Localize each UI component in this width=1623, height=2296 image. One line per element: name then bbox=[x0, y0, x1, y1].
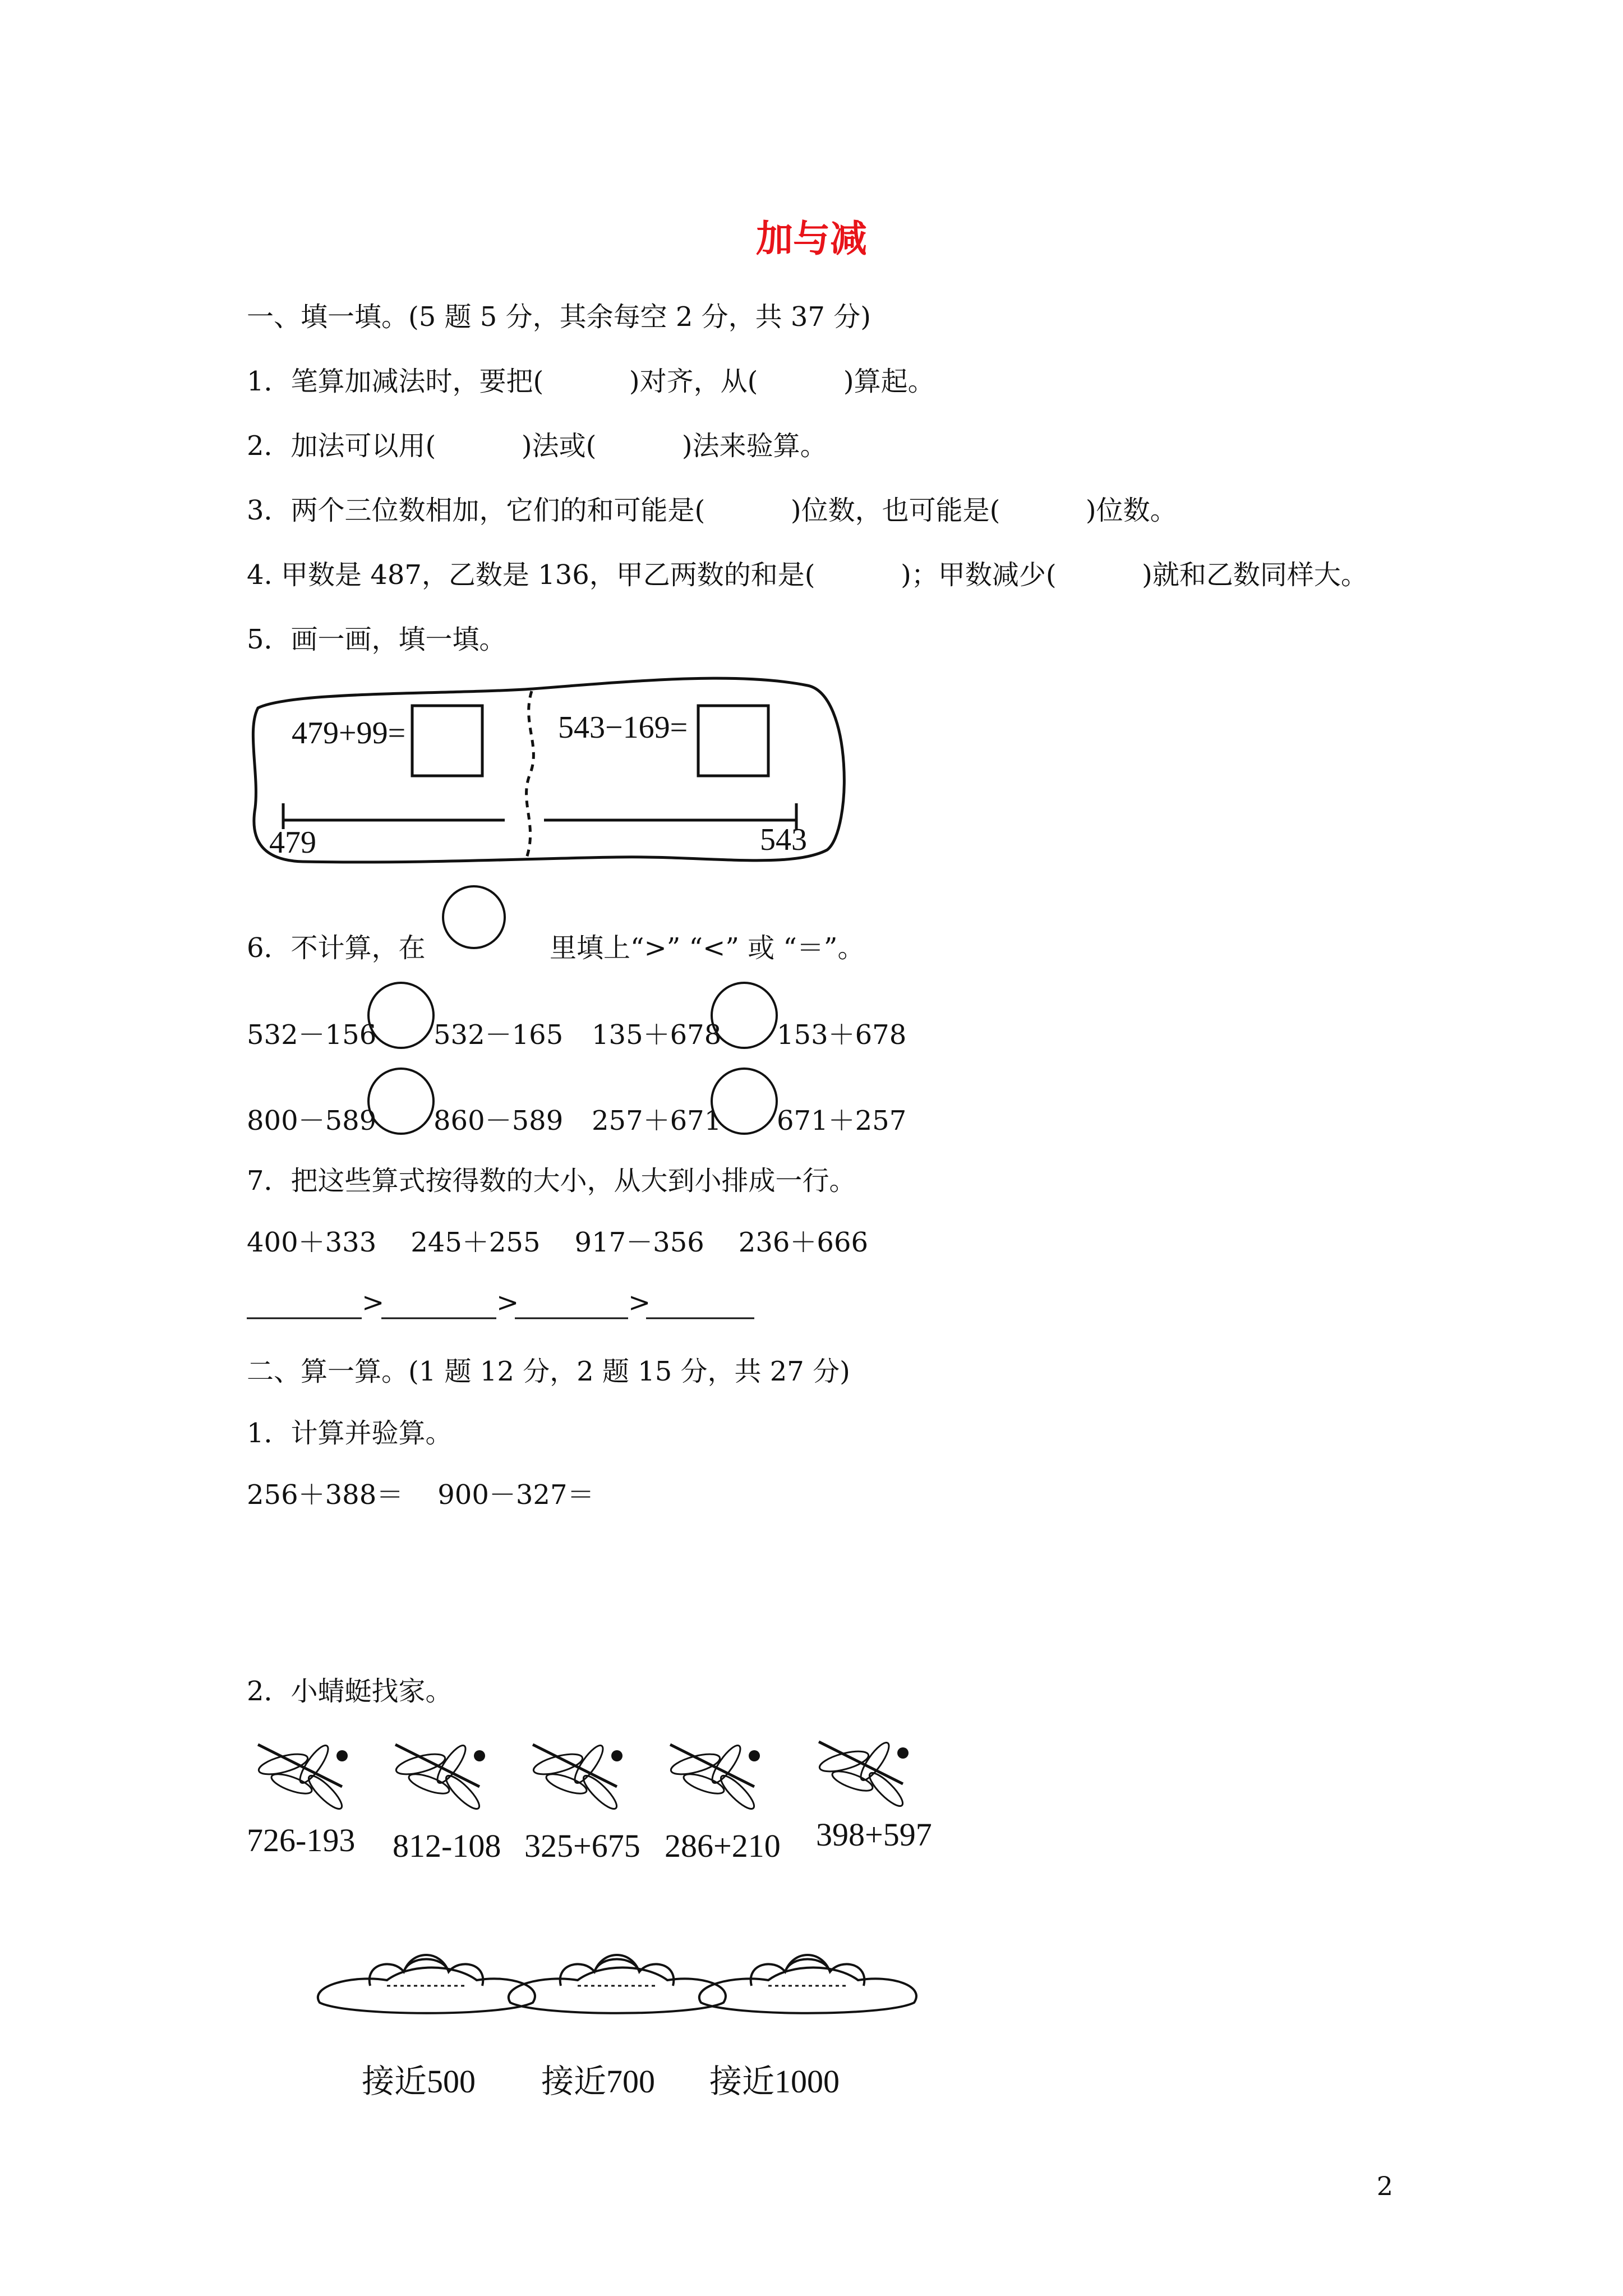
section2-question-1: 1．计算并验算。 bbox=[247, 1418, 453, 1449]
q5-right-expr: 543−169= bbox=[558, 710, 688, 745]
compare-expr: 800－589 bbox=[247, 1105, 377, 1137]
page-title: 加与减 bbox=[756, 217, 867, 260]
lotus-label: 接近700 bbox=[541, 2063, 656, 2100]
q5-right-num: 543 bbox=[760, 822, 807, 857]
q5-left-expr: 479+99= bbox=[292, 716, 406, 751]
dragonfly-label: 286+210 bbox=[665, 1828, 781, 1864]
dragonfly-icon bbox=[669, 1742, 760, 1812]
dragonfly-label: 812-108 bbox=[393, 1828, 501, 1864]
compare-expr: 860－589 bbox=[434, 1105, 564, 1137]
q5-left-num: 479 bbox=[269, 825, 316, 860]
lotus-label: 接近500 bbox=[362, 2063, 476, 2100]
answer-circle[interactable] bbox=[712, 983, 777, 1048]
question-2: 2．加法可以用( )法或( )法来验算。 bbox=[247, 430, 827, 462]
answer-circle[interactable] bbox=[443, 886, 505, 948]
answer-circle[interactable] bbox=[368, 983, 434, 1048]
compare-expr: 257＋671 bbox=[592, 1105, 722, 1137]
section2-question-2: 2．小蜻蜓找家。 bbox=[247, 1676, 453, 1707]
answer-circle[interactable] bbox=[368, 1069, 434, 1134]
answer-circle[interactable] bbox=[712, 1069, 777, 1134]
dragonfly-label: 325+675 bbox=[524, 1828, 640, 1864]
compare-expr: 532－156 bbox=[247, 1019, 377, 1051]
lotus-icon bbox=[318, 1955, 535, 2013]
dragonfly-icon bbox=[257, 1742, 348, 1812]
question-6-tail: 里填上“>” “<” 或 “＝”。 bbox=[550, 932, 865, 964]
page-number: 2 bbox=[1376, 2171, 1393, 2201]
number-line-figure bbox=[253, 678, 844, 862]
lotus-icon bbox=[699, 1955, 916, 2013]
dragonfly-label: 726-193 bbox=[247, 1822, 356, 1858]
dragonfly-icon bbox=[818, 1739, 909, 1810]
compare-expr: 153＋678 bbox=[777, 1019, 907, 1051]
q7-gt-sign: > bbox=[362, 1287, 385, 1318]
question-1: 1．笔算加减法时，要把( )对齐，从( )算起。 bbox=[247, 366, 935, 397]
answer-box[interactable] bbox=[412, 706, 482, 776]
q7-gt-sign: > bbox=[496, 1287, 519, 1318]
question-7: 7．把这些算式按得数的大小，从大到小排成一行。 bbox=[247, 1165, 856, 1197]
section1-heading: 一、填一填。(5 题 5 分，其余每空 2 分，共 37 分) bbox=[247, 301, 871, 333]
compare-expr: 135＋678 bbox=[592, 1019, 722, 1051]
dragonfly-label: 398+597 bbox=[816, 1816, 932, 1853]
question-5: 5．画一画，填一填。 bbox=[247, 624, 506, 655]
q7-gt-sign: > bbox=[628, 1287, 651, 1318]
question-6-lead: 6．不计算，在 bbox=[247, 932, 426, 964]
lotus-icon bbox=[509, 1955, 726, 2013]
calc-expressions: 256＋388＝ 900－327＝ bbox=[247, 1479, 594, 1511]
dragonfly-icon bbox=[532, 1742, 623, 1812]
question-4: 4. 甲数是 487，乙数是 136，甲乙两数的和是( )；甲数减少( )就和乙数同样大。 bbox=[247, 559, 1368, 591]
q7-expressions: 400＋333 245＋255 917－356 236＋666 bbox=[247, 1227, 869, 1258]
compare-expr: 671＋257 bbox=[777, 1105, 907, 1137]
question-3: 3．两个三位数相加，它们的和可能是( )位数，也可能是( )位数。 bbox=[247, 495, 1177, 526]
compare-expr: 532－165 bbox=[434, 1019, 564, 1051]
lotus-label: 接近1000 bbox=[709, 2063, 840, 2100]
answer-box[interactable] bbox=[698, 706, 768, 776]
dragonfly-icon bbox=[394, 1742, 485, 1812]
section2-heading: 二、算一算。(1 题 12 分，2 题 15 分，共 27 分) bbox=[247, 1356, 850, 1387]
